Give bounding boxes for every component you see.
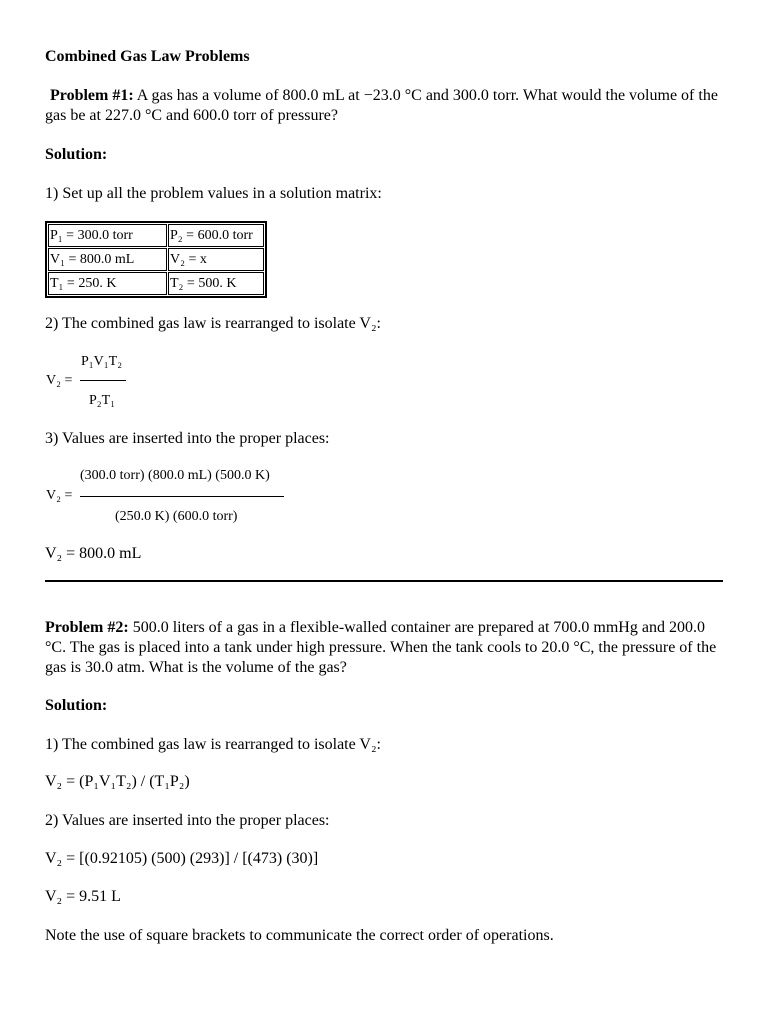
eq1-numerator: P₁V₁T₂: [81, 354, 123, 369]
problem-1-answer: V₂ = 800.0 mL: [45, 545, 142, 562]
problem-2-label: Problem #2:: [45, 619, 129, 636]
problem-2-statement: [45, 618, 725, 678]
eq2-lhs: V₂ =: [46, 488, 73, 503]
eq2-denominator: (250.0 K) (600.0 torr): [115, 509, 238, 524]
matrix-row-pressure: [48, 224, 264, 247]
matrix-cell-p1: P₁ = 300.0 torr: [48, 224, 167, 247]
problem-1-text: A gas has a volume of 800.0 mL at −23.0 °C and 300.0 torr. What would the volume of the gas be at 227.0 °C and 600.0 torr of pressure?: [45, 87, 718, 124]
section-divider: [45, 580, 723, 582]
problem-2-answer: V₂ = 9.51 L: [45, 888, 121, 905]
problem-2-step-1: 1) The combined gas law is rearranged to isolate V₂:: [45, 736, 381, 753]
problem-1-step-3: 3) Values are inserted into the proper places:: [45, 430, 330, 447]
matrix-row-volume: [48, 248, 264, 271]
problem-1-step-2: 2) The combined gas law is rearranged to isolate V₂:: [45, 315, 381, 332]
problem-2-note: Note the use of square brackets to communicate the correct order of operations.: [45, 927, 554, 944]
page-title: Combined Gas Law Problems: [45, 48, 250, 65]
solution-matrix: [45, 221, 267, 298]
eq2-numerator: (300.0 torr) (800.0 mL) (500.0 K): [80, 468, 270, 483]
problem-2-equation-2: V₂ = [(0.92105) (500) (293)] / [(473) (30)]: [45, 850, 319, 867]
problem-1-statement: [45, 86, 725, 126]
matrix-cell-v2: V₂ = x: [168, 248, 264, 271]
matrix-cell-p2: P₂ = 600.0 torr: [168, 224, 264, 247]
problem-2-text: 500.0 liters of a gas in a flexible-walled container are prepared at 700.0 mmHg and 200.0 °C. The gas is placed into a tank under high pressure. When the tank cools to 20.0 °C, the pressure of the gas is 30.0 atm. What is the volume of the gas?: [45, 619, 717, 676]
matrix-cell-t2: T₂ = 500. K: [168, 272, 264, 295]
problem-2-step-2: 2) Values are inserted into the proper places:: [45, 812, 330, 829]
problem-1-solution-label: Solution:: [45, 146, 108, 163]
problem-2-solution-label: Solution:: [45, 697, 108, 714]
eq2-fraction-bar: [80, 496, 284, 497]
eq1-denominator: P₂T₁: [89, 393, 116, 408]
problem-1-step-1: 1) Set up all the problem values in a solution matrix:: [45, 185, 382, 202]
eq1-fraction-bar: [80, 380, 126, 381]
matrix-cell-v1: V₁ = 800.0 mL: [48, 248, 167, 271]
eq1-lhs: V₂ =: [46, 373, 73, 388]
problem-1-label: Problem #1:: [50, 87, 134, 104]
matrix-cell-t1: T₁ = 250. K: [48, 272, 167, 295]
problem-2-equation-1: V₂ = (P₁V₁T₂) / (T₁P₂): [45, 773, 190, 790]
matrix-row-temperature: [48, 272, 264, 295]
